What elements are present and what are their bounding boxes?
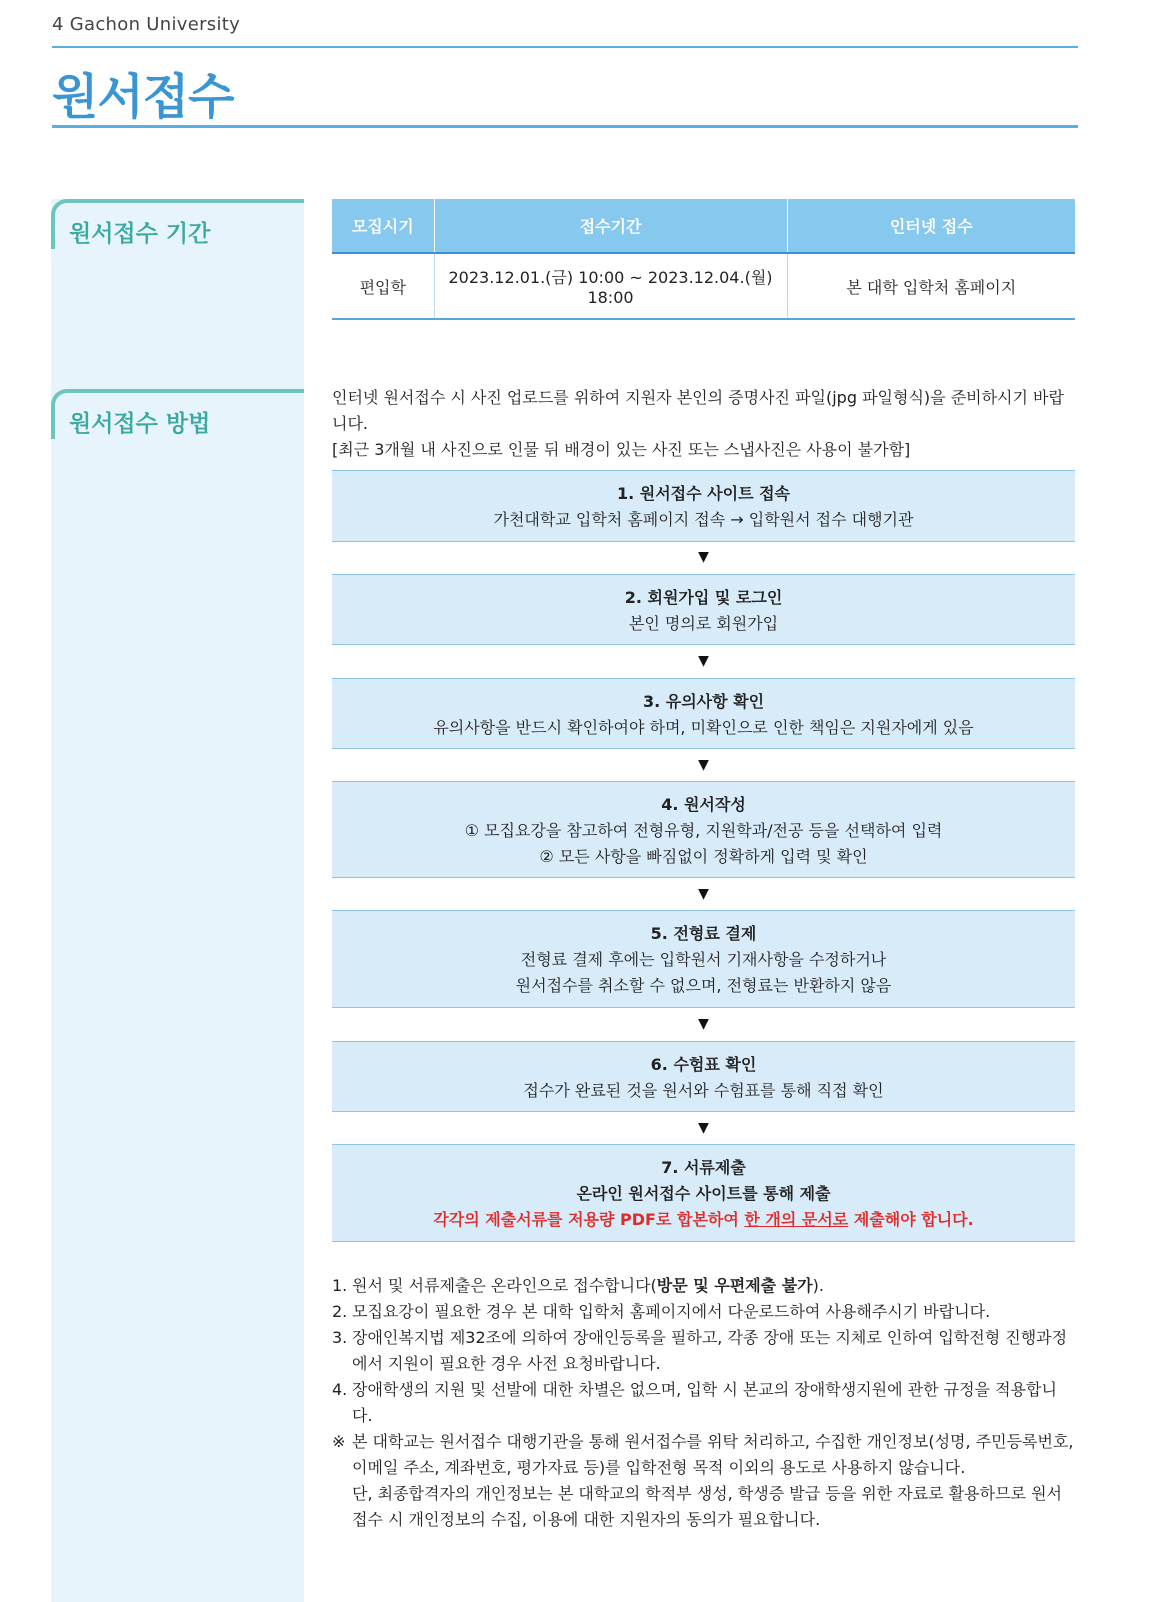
note-text: 장애학생의 지원 및 선발에 대한 차별은 없으며, 입학 시 본교의 장애학생지원에 관한 규정을 적용합니다.	[352, 1380, 1057, 1425]
step-title: 1. 원서접수 사이트 접속	[616, 484, 791, 503]
step-title: 3. 유의사항 확인	[642, 692, 765, 711]
warning-underlined-text: 한 개의 문서로	[744, 1210, 849, 1229]
step-desc: 접수가 완료된 것을 원서와 수험표를 통해 직접 확인	[523, 1081, 884, 1100]
note-text: 단, 최종합격자의 개인정보는 본 대학교의 학적부 생성, 학생증 발급 등을 위한 자료로 활용하므로 원서접수 시 개인정보의 수집, 이용에 대한 지원자의 동의가 필요합니다.	[352, 1484, 1062, 1529]
step-title: 2. 회원가입 및 로그인	[624, 588, 783, 607]
notes-list	[332, 1273, 1077, 1533]
down-arrow-icon: ▼	[698, 653, 709, 669]
list-item	[332, 1377, 1077, 1429]
step-title: 4. 원서작성	[661, 795, 746, 814]
list-item	[332, 1273, 1077, 1299]
table-cell: 2023.12.01.(금) 10:00 ~ 2023.12.04.(월) 18:00	[434, 253, 787, 319]
step-title: 6. 수험표 확인	[650, 1055, 757, 1074]
step-desc: 원서접수를 취소할 수 없으며, 전형료는 반환하지 않음	[515, 976, 892, 995]
note-bold-text: 방문 및 우편제출 불가	[656, 1276, 813, 1295]
intro-line: [최근 3개월 내 사진으로 인물 뒤 배경이 있는 사진 또는 스냅사진은 사용이 불가함]	[332, 440, 911, 459]
list-marker: ※	[332, 1432, 346, 1451]
sidebar	[51, 199, 304, 1602]
note-text: 본 대학교는 원서접수 대행기관을 통해 원서접수를 위탁 처리하고, 수집한 개인정보(성명, 주민등록번호, 이메일 주소, 계좌번호, 평가자료 등)를 입학전형 목적 이외의 용도로 사용하지 않습니다.	[352, 1432, 1074, 1477]
step-desc: ② 모든 사항을 빠짐없이 정확하게 입력 및 확인	[539, 847, 868, 866]
down-arrow-icon: ▼	[698, 757, 709, 773]
table-cell: 본 대학 입학처 홈페이지	[787, 253, 1075, 319]
intro-text	[332, 385, 1077, 463]
process-step-1	[332, 470, 1075, 542]
note-text: 모집요강이 필요한 경우 본 대학 입학처 홈페이지에서 다운로드하여 사용해주시기 바랍니다.	[352, 1302, 991, 1321]
submission-warning	[332, 1207, 1075, 1233]
table-header-cell: 접수기간	[434, 199, 787, 253]
note-text: 원서 및 서류제출은 온라인으로 접수합니다(	[352, 1276, 657, 1295]
table-header-cell: 모집시기	[332, 199, 434, 253]
list-marker: 4.	[332, 1380, 348, 1399]
step-title: 5. 전형료 결제	[650, 924, 757, 943]
process-step-7	[332, 1144, 1075, 1242]
page-number-label: 4 Gachon University	[52, 14, 241, 35]
warning-text: 제출해야 합니다.	[848, 1210, 974, 1229]
sidebar-heading-period: 원서접수 기간	[51, 199, 304, 249]
down-arrow-icon: ▼	[698, 1016, 709, 1032]
page-title: 원서접수	[52, 69, 234, 125]
process-step-5	[332, 910, 1075, 1008]
list-item	[332, 1325, 1077, 1377]
table-header-cell: 인터넷 접수	[787, 199, 1075, 253]
table-row	[332, 253, 1075, 319]
process-step-3	[332, 678, 1075, 749]
step-desc: 전형료 결제 후에는 입학원서 기재사항을 수정하거나	[520, 950, 887, 969]
list-marker: 3.	[332, 1328, 348, 1347]
list-marker: 2.	[332, 1302, 348, 1321]
application-period-table	[332, 199, 1075, 320]
step-desc: ① 모집요강을 참고하여 전형유형, 지원학과/전공 등을 선택하여 입력	[464, 821, 943, 840]
step-desc: 온라인 원서접수 사이트를 통해 제출	[576, 1184, 831, 1203]
title-divider	[52, 125, 1078, 128]
table-cell: 편입학	[332, 253, 434, 319]
sidebar-heading-method: 원서접수 방법	[51, 389, 304, 439]
down-arrow-icon: ▼	[698, 549, 709, 565]
note-text: 장애인복지법 제32조에 의하여 장애인등록을 필하고, 각종 장애 또는 지체로 인하여 입학전형 진행과정에서 지원이 필요한 경우 사전 요청바랍니다.	[352, 1328, 1068, 1373]
step-desc: 유의사항을 반드시 확인하여야 하며, 미확인으로 인한 책임은 지원자에게 있음	[433, 718, 974, 737]
step-title: 7. 서류제출	[661, 1158, 746, 1177]
warning-text: 각각의 제출서류를 저용량 PDF로 합본하여	[433, 1210, 745, 1229]
down-arrow-icon: ▼	[698, 886, 709, 902]
list-marker: 1.	[332, 1276, 348, 1295]
down-arrow-icon: ▼	[698, 1120, 709, 1136]
list-item	[332, 1299, 1077, 1325]
process-step-6	[332, 1041, 1075, 1112]
header-divider	[52, 46, 1078, 48]
process-step-4	[332, 781, 1075, 878]
note-text: ).	[812, 1276, 824, 1295]
process-step-2	[332, 574, 1075, 645]
step-desc: 본인 명의로 회원가입	[628, 614, 779, 633]
list-item	[332, 1429, 1077, 1533]
table-header-row	[332, 199, 1075, 253]
step-desc: 가천대학교 입학처 홈페이지 접속 → 입학원서 접수 대행기관	[493, 510, 914, 529]
intro-line: 인터넷 원서접수 시 사진 업로드를 위하여 지원자 본인의 증명사진 파일(jpg 파일형식)을 준비하시기 바랍니다.	[332, 388, 1064, 433]
